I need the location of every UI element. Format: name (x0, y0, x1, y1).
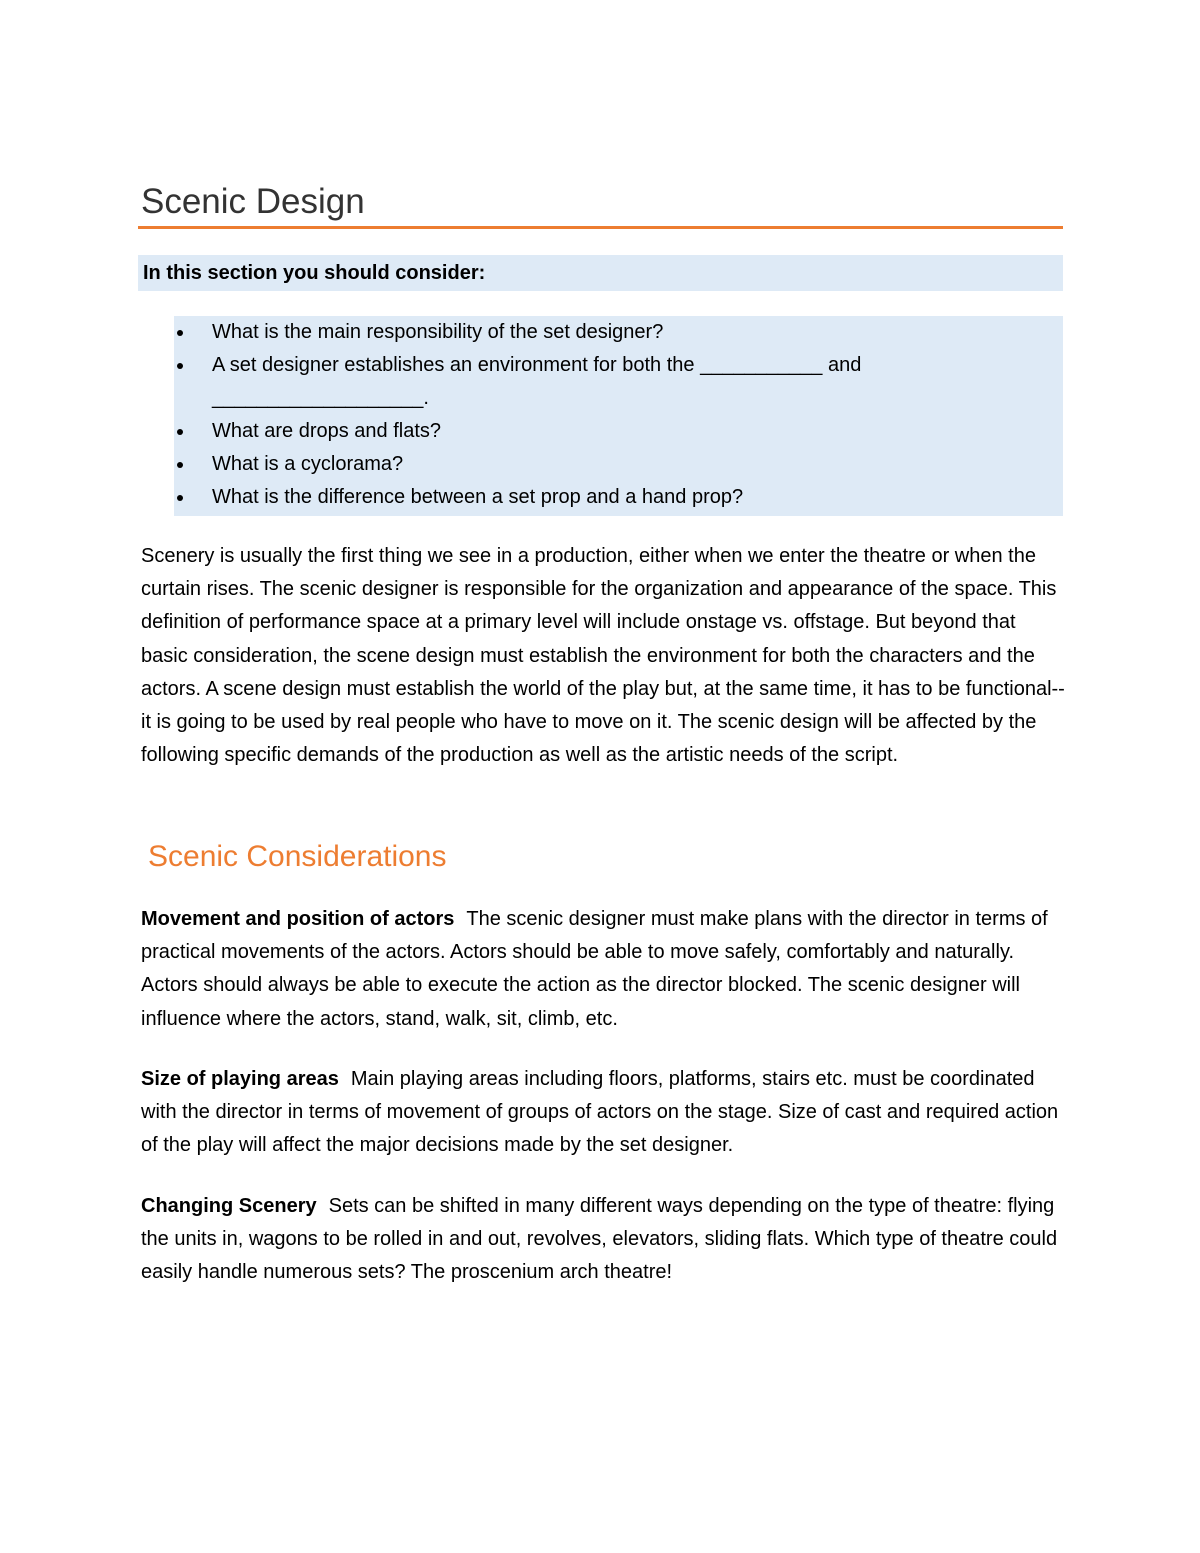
consideration-paragraph-movement (141, 903, 1066, 1036)
consider-label: In this section you should consider: (143, 262, 486, 284)
consideration-text: Main playing areas including floors, platforms, stairs etc. must be coordinated with the director in terms of movement of groups of actors on the stage. Size of cast and required action of the play will affect the major decisions made by the set designer. (141, 1068, 1059, 1157)
question-list (174, 316, 1034, 514)
section-title: Scenic Considerations (148, 840, 447, 873)
consideration-text: Sets can be shifted in many different ways depending on the type of theatre: flying the units in, wagons to be rolled in and out, revolves, elevators, sliding flats. Which type of theatre could easily handle numerous sets? The proscenium arch theatre! (141, 1195, 1058, 1284)
question-item: What are drops and flats? (174, 415, 1034, 448)
consideration-paragraph-size (141, 1063, 1066, 1163)
consideration-heading: Size of playing areas (141, 1068, 339, 1090)
consideration-heading: Movement and position of actors (141, 908, 455, 930)
question-item: What is the main responsibility of the set designer? (174, 316, 1034, 349)
consideration-heading: Changing Scenery (141, 1195, 317, 1217)
intro-paragraph: Scenery is usually the first thing we see in a production, either when we enter the theatre or when the curtain rises. The scenic designer is responsible for the organization and appearance of the space. This definition of performance space at a primary level will include onstage vs. offstage. But beyond that basic consideration, the scene design must establish the environment for both the characters and the actors. A scene design must establish the world of the play but, at the same time, it has to be functional--it is going to be used by real people who have to move on it. The scenic design will be affected by the following specific demands of the production as well as the artistic needs of the script. (141, 545, 1065, 767)
title-underline (138, 226, 1063, 229)
question-item: What is a cyclorama? (174, 448, 1034, 481)
question-item: A set designer establishes an environment for both the ___________ and ___________________. (174, 349, 1034, 415)
consideration-text: The scenic designer must make plans with the director in terms of practical movements of the actors. Actors should be able to move safely, comfortably and naturally. Actors should always be able to execute the action as the director blocked. The scenic designer will influence where the actors, stand, walk, sit, climb, etc. (141, 908, 1048, 1030)
question-item: What is the difference between a set prop and a hand prop? (174, 481, 1034, 514)
page-title: Scenic Design (141, 182, 365, 221)
consideration-paragraph-changing (141, 1190, 1066, 1290)
